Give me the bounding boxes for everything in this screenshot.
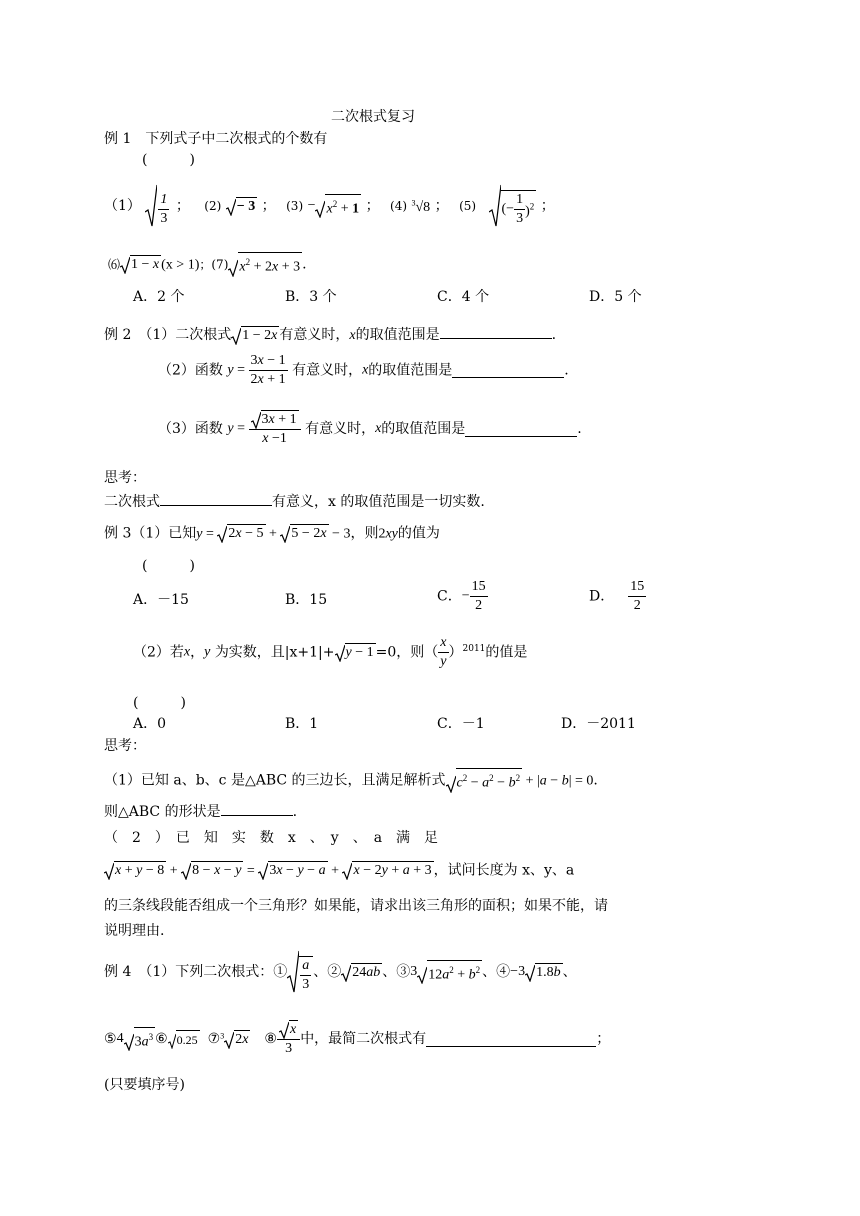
answer-blank[interactable] [426, 1032, 596, 1047]
example-4-line-1: 例 4 （1）下列二次根式：① $\frac{a}{3}$ 、② 24ab 、③3 $12a^2 + b^2$ 、④−3 1.8b 、 [104, 950, 577, 994]
sqrt-neg-3: − 3 [226, 197, 257, 216]
example-1-expressions-row1: （1） $\frac{1}{3}$ ； (2) − 3 ； $(3) - x^2 + 1$ ； (4) $^3$√8 ； (5) (− $\frac{1}{3}$ )$^2$ ； [104, 184, 555, 228]
example-2-line-3: （3）函数 y = $\frac{3x + 1}{x -1}$ 有意义时，x的取值范围是 . [158, 412, 582, 446]
think-2-part-2b: x + y − 8 + 8 − x − y = 3x − y − a + x − 2y + a + 3 ，试问长度为 x、y、a [104, 861, 574, 881]
think-label: 思考： [104, 470, 146, 486]
answer-paren: ( ) [142, 152, 195, 168]
option-b: B．15 [285, 592, 328, 608]
think-2-part-2d: 说明理由. [104, 923, 165, 939]
example-4-line-2: ⑤4 $3a^3$ ⑥ 0.25 ⑦$^3$ 2x ⑧ $\frac{x}{3}$ 中，最简二次根式有 ； [104, 1022, 611, 1056]
think-1-line: 二次根式 有意义，x 的取值范围是一切实数. [104, 491, 485, 511]
think-2-part-2c: 的三条线段能否组成一个三角形？如果能，请求出该三角形的面积；如果不能，请 [104, 898, 608, 914]
sqrt-x2-2x-3: $x^2 + 2x + 3$ [228, 252, 302, 277]
option-d: D． $\frac{15}{2}$ [589, 579, 645, 613]
sqrt-1-minus-x: 1 − x [120, 255, 161, 274]
answer-blank[interactable] [221, 801, 293, 816]
answer-blank[interactable] [440, 324, 552, 339]
think-2-part-1: （1）已知 a、b、c 是△ABC 的三边长，且满足解析式 $c^2 - a^2 - b^2 + |a - b| = 0$. [104, 768, 598, 793]
option-b: B．3 个 [285, 289, 337, 305]
think-2-part-1b: 则△ABC 的形状是 . [104, 801, 297, 821]
example-2-line-2: （2）函数 y = $\frac{3x - 1}{2x + 1}$ 有意义时，x的取值范围是 . [158, 353, 569, 387]
sqrt-x2-plus-1: $x^2 + 1$ [315, 194, 361, 219]
think-label: 思考： [104, 738, 146, 754]
answer-paren: ( ) [142, 558, 195, 574]
option-c: C．－1 [437, 716, 485, 732]
option-c: C．4 个 [437, 289, 490, 305]
think-2-part-2a: （ 2 ） 已 知 实 数 x 、 y 、 a 满 足 [104, 830, 439, 846]
answer-paren: ( ) [133, 695, 186, 711]
answer-blank[interactable] [465, 422, 577, 437]
example-2-line-1: 例 2 （1）二次根式 1 − 2x 有意义时，x的取值范围是 . [104, 324, 556, 345]
option-d: D．5 个 [589, 289, 642, 305]
option-a: A．2 个 [133, 289, 185, 305]
sqrt-1-minus-2x: 1 − 2x [231, 326, 279, 345]
example-3-line-2: （2）若x，y 为实数，且|x+1|+ y − 1 =0，则（ $\frac{x}{y}$ ）$^{2011}$的值是 [133, 635, 528, 669]
option-d: D．－2011 [561, 716, 636, 732]
example-4-note: (只要填序号) [104, 1077, 185, 1093]
option-c: C．− $\frac{15}{2}$ [437, 579, 486, 613]
answer-blank[interactable] [452, 363, 564, 378]
example-3-line-1: 例 3（1）已知y = 2x − 5 + 5 − 2x − 3，则2xy的值为 [104, 525, 440, 542]
option-a: A．0 [133, 716, 167, 732]
example-1-expressions-row2: ⑹ 1 − x (x > 1)；(7) $x^2 + 2x + 3$ . [108, 252, 307, 277]
option-b: B．1 [285, 716, 319, 732]
page-title: 二次根式复习 [331, 109, 415, 125]
option-a: A．－15 [133, 592, 189, 608]
example-1-heading: 例 1 下列式子中二次根式的个数有 [104, 131, 328, 147]
sqrt-one-third: $\frac{1}{3}$ [145, 184, 171, 228]
sqrt-neg-one-third-squared: (− $\frac{1}{3}$ )$^2$ [489, 184, 537, 228]
answer-blank[interactable] [160, 491, 272, 506]
